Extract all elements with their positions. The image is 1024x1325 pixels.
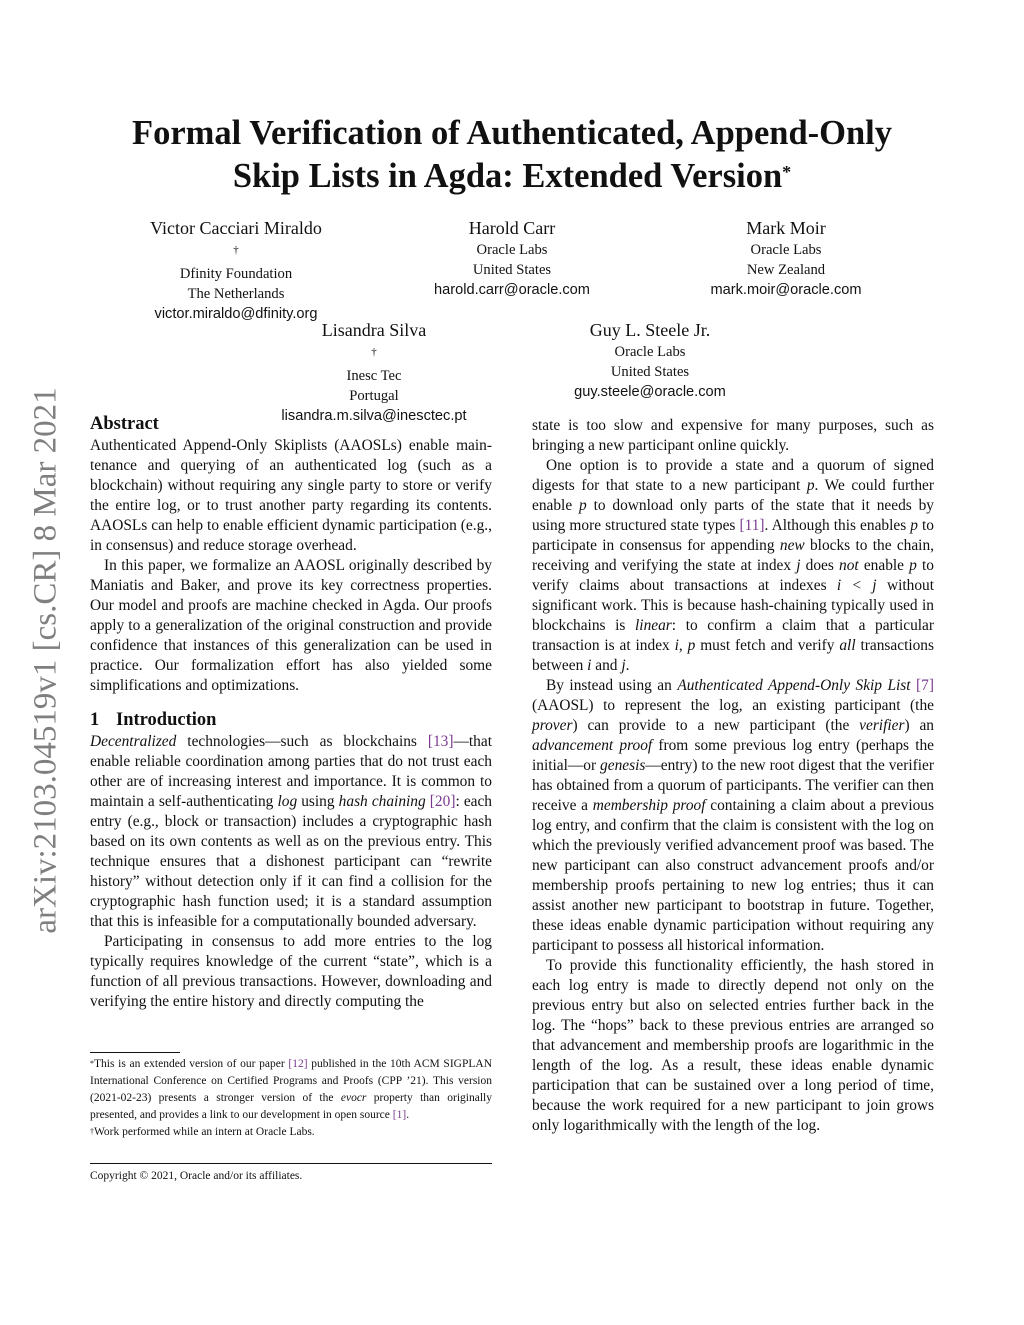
- footnote-1: [90, 1056, 492, 1124]
- text-run: ,: [678, 637, 688, 654]
- intro-paragraph-1: [90, 732, 492, 932]
- copyright-notice: Copyright © 2021, Oracle and/or its affiliates.: [90, 1170, 303, 1182]
- text-run: ) can provide to a new participant (the: [572, 717, 860, 734]
- author-country: United States: [472, 262, 552, 278]
- text-run: ) an: [904, 717, 934, 734]
- text-run: blocks to the chain, receiving and verifying the state at index: [532, 537, 934, 574]
- title-line-2-text: Skip Lists in Agda: Extended Version: [232, 157, 783, 195]
- author-block: [116, 216, 356, 324]
- text-run: must fetch and verify: [695, 637, 840, 654]
- author-block: [264, 318, 484, 426]
- title-footnote-mark: *: [782, 162, 792, 182]
- citation-link[interactable]: [12]: [288, 1058, 308, 1070]
- text-run: without significant work. This is because hash-chaining typically used in blockchains is: [532, 577, 934, 634]
- text-run: This is an extended version of our paper: [94, 1058, 289, 1070]
- text-run: One option is to provide a state and a quorum of signed digests for that state to a new participant: [532, 457, 934, 494]
- text-run: .: [625, 657, 630, 674]
- intro-paragraph-3: [532, 456, 934, 676]
- footnote-2: [90, 1124, 492, 1141]
- emphasis: genesis: [600, 757, 646, 774]
- text-run: enable: [858, 557, 910, 574]
- text-run: from some previous log entry (perhaps the initial—or: [532, 737, 934, 774]
- text-run: using: [297, 793, 339, 810]
- author-name: [540, 318, 760, 342]
- abstract-paragraph-2: In this paper, we formalize an AAOSL originally described by Maniatis and Baker, and prove its key correctness properties. Our model and proofs are machine checked in Agda. Our proofs apply to a generalization of the original construction and provide confidence that instances of this generalization can be used in practice. Our formalization effort has also yielded some simplifications and optimizations.: [90, 557, 492, 694]
- text-run: to download only parts of the state that it needs by using more structured state types: [532, 497, 934, 534]
- math-var: p: [909, 557, 917, 574]
- emphasis: advancement proof: [532, 737, 653, 754]
- math-var: j: [621, 657, 626, 674]
- arxiv-stamp: [16, 360, 76, 960]
- author-name-text: Guy L. Steele Jr.: [589, 320, 711, 340]
- author-name: [686, 216, 886, 240]
- section-title: Introduction: [116, 710, 217, 730]
- text-run: technologies—such as blockchains: [176, 733, 428, 750]
- author-country: New Zealand: [746, 262, 826, 278]
- author-country: United States: [610, 364, 690, 380]
- text-run: .: [406, 1109, 410, 1121]
- author-affiliation: Oracle Labs: [476, 242, 548, 258]
- emphasis: Authenticated Append-Only Skip List: [677, 677, 911, 694]
- section-number: 1: [90, 710, 100, 730]
- author-affiliation: Dfinity Foundation: [179, 266, 293, 282]
- citation-link[interactable]: [11]: [739, 517, 765, 534]
- author-block: [686, 216, 886, 300]
- author-name-text: Mark Moir: [746, 218, 826, 238]
- citation-link[interactable]: [1]: [392, 1109, 407, 1121]
- abstract-heading: Abstract: [90, 414, 159, 434]
- abstract-paragraph-1: Authenticated Append-Only Skiplists (AAOSLs) enable maintenance and querying of an authenticated log (such as a blockchain) without requiring any single party to store or verify the entire log, or to trust another party regarding its contents. AAOSLs can help to enable efficient dynamic participation (e.g., in consensus) and reduce storage overhead.: [90, 437, 492, 554]
- author-name-text: Lisandra Silva: [321, 320, 427, 340]
- emphasis: log: [277, 793, 298, 810]
- citation-link[interactable]: [20]: [429, 793, 456, 810]
- math-expression: i < j: [836, 577, 877, 594]
- author-block: [402, 216, 622, 300]
- math-var: p: [579, 497, 587, 514]
- text-run: does: [800, 557, 840, 574]
- text-run: transactions between: [532, 637, 934, 674]
- emphasis: hash chaining: [338, 793, 426, 810]
- math-var: p: [687, 637, 696, 654]
- text-run: —that enable reliable coordination among parties that do not trust each other are of increasing interest and importance. It is common to maintain a self-authenticating: [90, 733, 492, 810]
- emphasis: evocr: [340, 1092, 367, 1104]
- arxiv-stamp-text: arXiv:2103.04519v1 [cs.CR] 8 Mar 2021: [27, 386, 64, 934]
- author-name: [116, 216, 356, 264]
- text-run: containing a claim about a previous log entry, and confirm that the claim is consistent with the log on which the previously verified advancement proof was based. The new participant can also construct advancement proofs and/or membership proofs pertaining to new log entries; thus it can assist another new participant to bootstrap in future. Together, these ideas enable dynamic participation without requiring any participant to possess all historical information.: [532, 797, 934, 954]
- citation-link[interactable]: [7]: [916, 677, 934, 694]
- intro-paragraph-2: Participating in consensus to add more entries to the log typically requires knowledge of the current “state”, which is a function of all previous transactions. However, downloading and verifying the entire history and directly computing the: [90, 933, 492, 1010]
- author-country: The Netherlands: [187, 286, 285, 302]
- footnotes: [90, 1056, 492, 1141]
- title-line-2: [90, 155, 934, 198]
- citation-link[interactable]: [13]: [427, 733, 454, 750]
- emphasis: not: [839, 557, 859, 574]
- math-var: j: [796, 557, 801, 574]
- emphasis: prover: [532, 717, 573, 734]
- text-run: : to confirm a claim that a particular transaction is at index: [532, 617, 934, 654]
- emphasis: membership proof: [592, 797, 706, 814]
- text-run: to verify claims about transactions at indexes: [532, 557, 934, 594]
- author-email[interactable]: victor.miraldo@dfinity.org: [154, 306, 318, 322]
- text-run: Work performed while an intern at Oracle Labs.: [94, 1126, 315, 1138]
- footnote-rule: [90, 1052, 180, 1053]
- author-name: [264, 318, 484, 366]
- author-email[interactable]: harold.carr@oracle.com: [434, 282, 590, 298]
- author-block: [540, 318, 760, 402]
- left-column: [90, 412, 492, 1012]
- author-name-text: Harold Carr: [468, 218, 556, 238]
- math-var: i: [587, 657, 592, 674]
- author-affiliation: Oracle Labs: [614, 344, 686, 360]
- author-country: Portugal: [349, 388, 399, 404]
- author-email[interactable]: guy.steele@oracle.com: [574, 384, 726, 400]
- emphasis: all: [839, 637, 856, 654]
- paper-title: [90, 112, 934, 198]
- intro-paragraph-5: To provide this functionality efficiently, the hash stored in each log entry is made to directly depend not only on the previous entry but also on selected entries further back in the log. The “hops” back to these previous entries are arranged so that advancement and membership proofs are logarithmic in the length of the log. As a result, these ideas enable dynamic participation that can be sustained over a long period of time, because the work required for a new participant to join grows only logarithmically with the length of the log.: [532, 957, 934, 1134]
- introduction-heading: [90, 708, 492, 732]
- emphasis: Decentralized: [90, 733, 177, 750]
- text-run: . We could further enable: [532, 477, 934, 514]
- intro-paragraph-4: [532, 676, 934, 956]
- author-email[interactable]: mark.moir@oracle.com: [710, 282, 862, 298]
- text-run: to participate in consensus for appending: [532, 517, 934, 554]
- math-var: p: [910, 517, 918, 534]
- emphasis: new: [779, 537, 805, 554]
- text-run: published in the 10th ACM SIGPLAN International Conference on Certified Programs and Proofs (CPP ’21). This version (2021-02-23) presents a stronger version of the: [90, 1058, 492, 1104]
- footnote-mark: *: [90, 1059, 94, 1068]
- footnote-mark: †: [90, 1127, 94, 1136]
- math-var: i: [674, 637, 679, 654]
- author-affiliation: Inesc Tec: [346, 368, 402, 384]
- text-run: property than originally presented, and provides a link to our development in open source: [90, 1092, 492, 1121]
- author-email[interactable]: lisandra.m.silva@inesctec.pt: [281, 408, 467, 424]
- text-run: : each entry (e.g., block or transaction) includes a cryptographic hash based on its own contents as well as on the previous entry. This technique ensures that a dishonest participant can “rewrite history” without detection only if it can find a collision for the cryptographic hash function used; it is a standard assumption that this is infeasible for a computationally bounded adversary.: [90, 793, 493, 930]
- author-name: [402, 216, 622, 240]
- author-affiliation: Oracle Labs: [750, 242, 822, 258]
- emphasis: verifier: [859, 717, 905, 734]
- author-mark: †: [371, 346, 377, 358]
- emphasis: linear: [635, 617, 672, 634]
- text-run: . Although this enables: [764, 517, 911, 534]
- text-run: and: [591, 657, 622, 674]
- author-name-text: Victor Cacciari Miraldo: [150, 218, 322, 238]
- copyright-rule: [90, 1163, 492, 1164]
- text-run: (AAOSL) to represent the log, an existing participant (the: [532, 697, 934, 714]
- right-column: [532, 416, 934, 1136]
- author-mark: †: [233, 244, 239, 256]
- intro-paragraph-2-continued: state is too slow and expensive for many purposes, such as bringing a new participant online quickly.: [532, 417, 934, 454]
- math-var: p: [806, 477, 815, 494]
- text-run: —entry) to the new root digest that the verifier has obtained from a quorum of participants. The verifier can then receive a: [532, 757, 934, 814]
- text-run: By instead using an: [546, 677, 678, 694]
- title-line-1: Formal Verification of Authenticated, Append-Only: [132, 114, 892, 152]
